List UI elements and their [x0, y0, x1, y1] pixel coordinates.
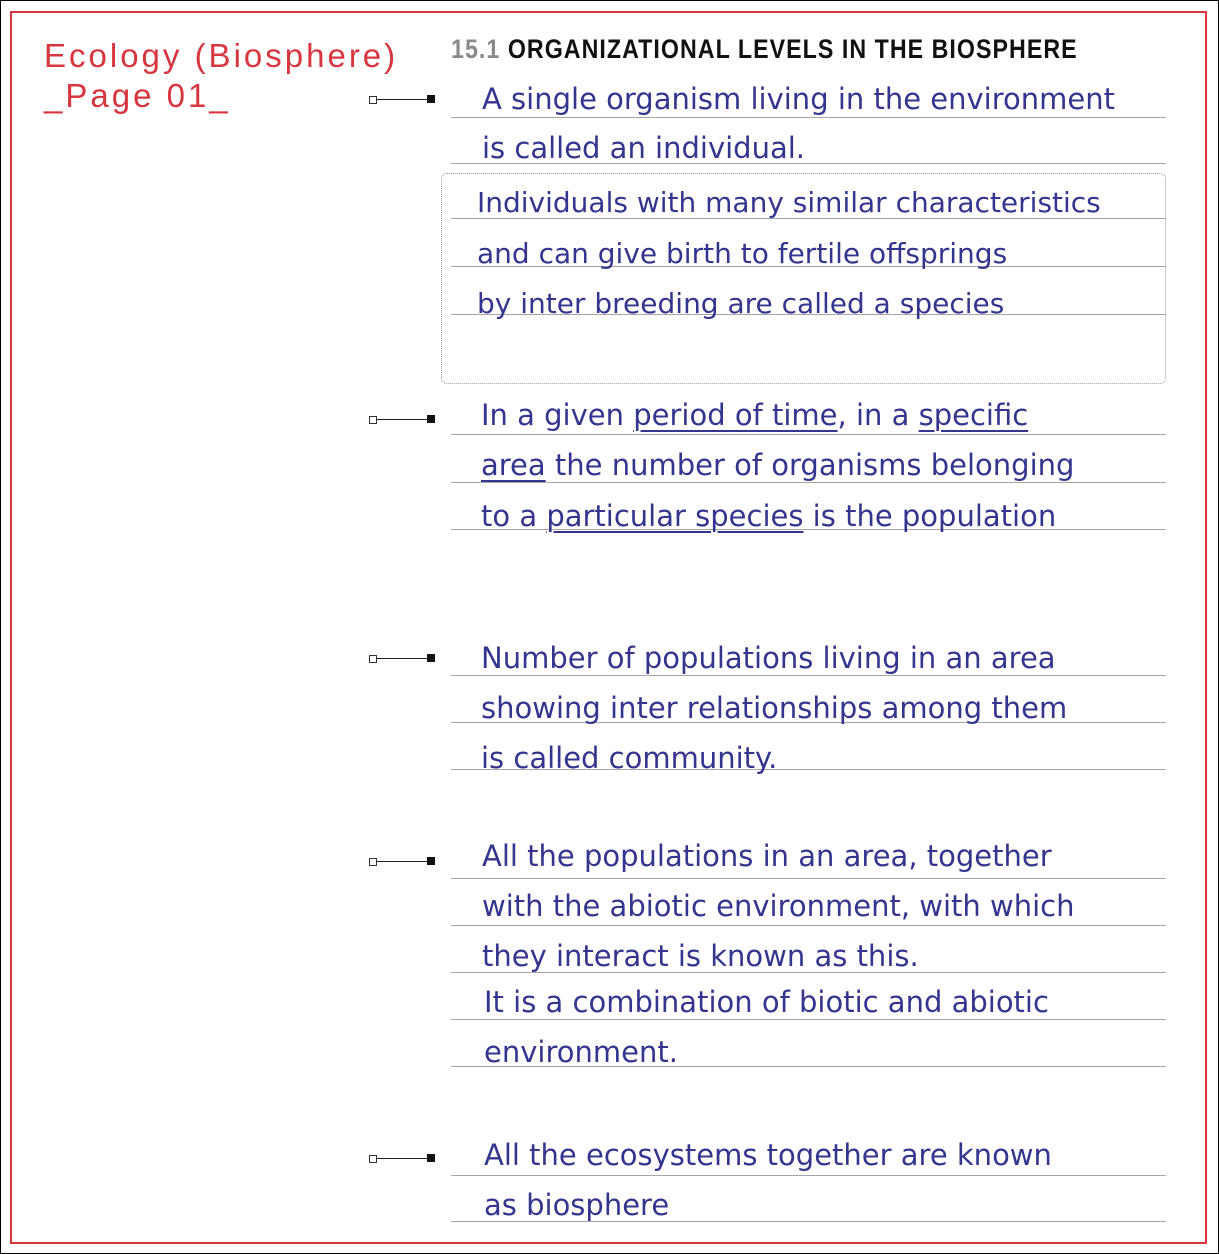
note-bullet-connector — [369, 1153, 435, 1165]
text-run: the number of organisms belonging — [545, 448, 1075, 482]
underlined-term: period of time — [633, 398, 838, 432]
note-population-line-1 — [481, 397, 1028, 433]
underlined-term: particular species — [546, 499, 804, 533]
connector-line — [377, 1158, 429, 1159]
text-run: In a given — [481, 398, 634, 432]
connector-line — [377, 861, 429, 862]
filled-square-marker — [427, 654, 435, 662]
open-square-marker — [369, 416, 377, 424]
ruled-line — [451, 434, 1166, 435]
section-title: ORGANIZATIONAL LEVELS IN THE BIOSPHERE — [507, 34, 1078, 64]
note-community-line-3: is called community. — [481, 741, 778, 775]
filled-square-marker — [427, 95, 435, 103]
section-number: 15.1 — [451, 34, 501, 64]
text-run: , in a — [837, 398, 919, 432]
note-bullet-connector — [369, 94, 435, 106]
note-ecosystem-line-1: All the populations in an area, together — [482, 839, 1052, 873]
note-species-line-2: and can give birth to fertile offsprings — [477, 237, 1008, 270]
ruled-line — [451, 925, 1166, 926]
connector-line — [377, 99, 429, 100]
underlined-term: area — [481, 448, 546, 482]
connector-line — [377, 419, 429, 420]
open-square-marker — [369, 858, 377, 866]
note-community-line-2: showing inter relationships among them — [481, 691, 1068, 725]
filled-square-marker — [427, 1154, 435, 1162]
note-ecosystem-line-2: with the abiotic environment, with which — [482, 889, 1075, 923]
connector-line — [377, 658, 429, 659]
ruled-line — [451, 878, 1166, 879]
note-bullet-connector — [369, 856, 435, 868]
open-square-marker — [369, 655, 377, 663]
text-run: to a — [481, 499, 547, 533]
note-biosphere-line-1: All the ecosystems together are known — [484, 1138, 1052, 1172]
note-population-line-3 — [481, 498, 1056, 534]
underlined-term: specific — [918, 398, 1029, 432]
filled-square-marker — [427, 415, 435, 423]
note-biosphere-line-2: as biosphere — [484, 1188, 670, 1222]
note-bullet-connector — [369, 653, 435, 665]
ruled-line — [451, 1175, 1166, 1176]
note-bullet-connector — [369, 414, 435, 426]
section-heading — [451, 34, 1078, 65]
note-ecosystem-line-5: environment. — [484, 1035, 678, 1069]
note-ecosystem-line-4: It is a combination of biotic and abiotic — [484, 985, 1049, 1019]
note-population-line-2 — [481, 447, 1074, 483]
note-community-line-1: Number of populations living in an area — [481, 641, 1056, 675]
open-square-marker — [369, 1155, 377, 1163]
filled-square-marker — [427, 857, 435, 865]
ruled-line — [451, 117, 1166, 118]
open-square-marker — [369, 96, 377, 104]
note-individual-line-1: A single organism living in the environment — [482, 82, 1115, 116]
text-run: is the population — [803, 499, 1057, 533]
note-individual-line-2: is called an individual. — [482, 131, 806, 165]
page-side-title: Ecology (Biosphere) _Page 01_ — [44, 37, 399, 114]
note-species-line-3: by inter breeding are called a species — [477, 287, 1005, 320]
note-species-line-1: Individuals with many similar characteristics — [477, 186, 1101, 219]
note-ecosystem-line-3: they interact is known as this. — [482, 939, 919, 973]
